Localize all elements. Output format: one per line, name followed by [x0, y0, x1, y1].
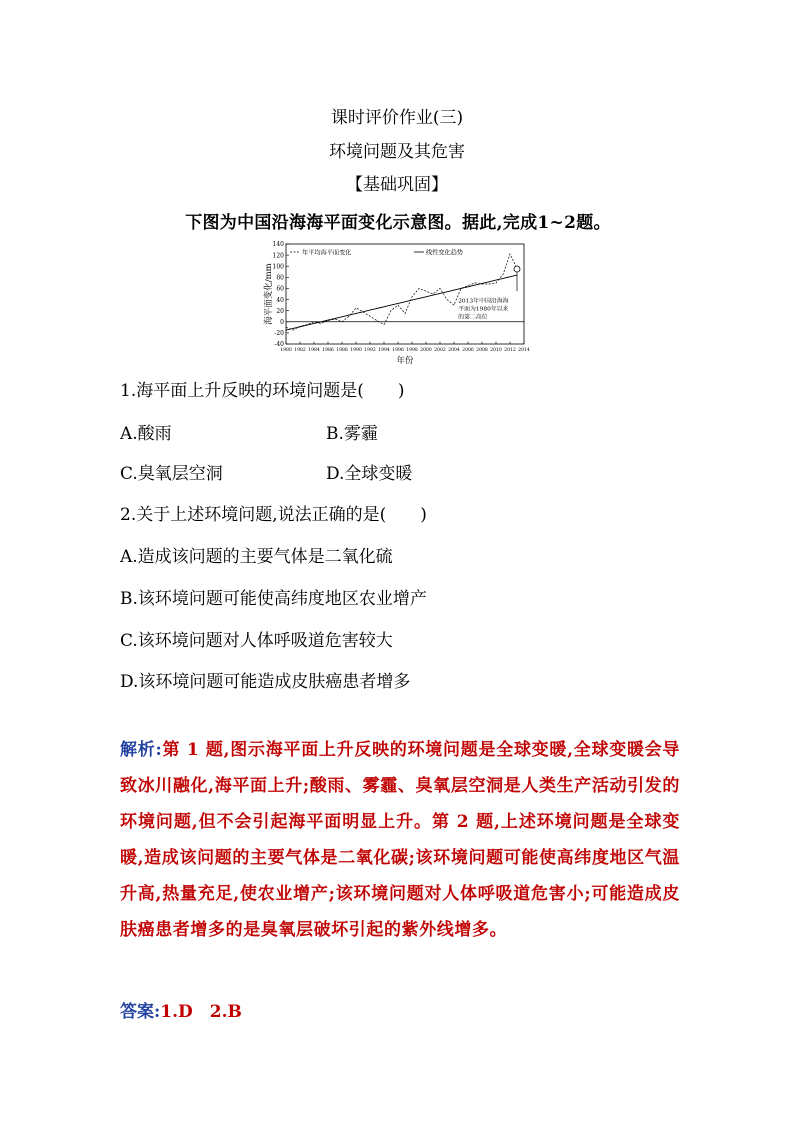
y-tick-label: 20 — [276, 307, 284, 315]
q1-option-d: D.全球变暖 — [326, 464, 413, 484]
x-tick-label: 1994 — [378, 348, 390, 353]
annual-sea-level-point — [314, 321, 315, 322]
x-tick-label: 2012 — [504, 348, 516, 353]
q1-option-b: B.雾霾 — [326, 424, 378, 444]
trend-point — [384, 306, 385, 307]
annual-sea-level-point — [349, 316, 350, 317]
trend-point — [398, 303, 399, 304]
trend-point — [363, 311, 364, 312]
q2-option-d: D.该环境问题可能造成皮肤癌患者增多 — [120, 672, 411, 692]
answer-label: 答案: — [120, 1002, 161, 1022]
annual-sea-level-point — [321, 323, 322, 324]
annual-sea-level-point — [356, 308, 357, 309]
trend-point — [433, 295, 434, 296]
plot-frame — [286, 244, 524, 344]
x-tick-label: 2008 — [476, 348, 488, 353]
annual-sea-level-point — [468, 285, 469, 286]
trend-point — [335, 318, 336, 319]
trend-point — [391, 305, 392, 306]
trend-point — [314, 323, 315, 324]
q2-option-a: A.造成该问题的主要气体是二氧化硫 — [120, 547, 393, 567]
trend-point — [447, 291, 448, 292]
section-heading: 【基础巩固】 — [346, 175, 448, 195]
trend-point — [321, 321, 322, 322]
worksheet-subtitle: 环境问题及其危害 — [329, 142, 465, 162]
x-axis-label: 年份 — [396, 356, 414, 366]
annual-sea-level-point — [293, 330, 294, 331]
legend-label: 年平均海平面变化 — [302, 249, 352, 257]
annual-sea-level-point — [391, 310, 392, 311]
annual-sea-level-point — [440, 288, 441, 289]
analysis-label: 解析: — [120, 740, 163, 760]
y-tick-label: 100 — [272, 263, 284, 271]
trend-point — [370, 310, 371, 311]
worksheet-title: 课时评价作业(三) — [330, 108, 464, 128]
highlight-marker — [514, 266, 520, 272]
trend-point — [510, 276, 511, 277]
y-tick-label: 140 — [272, 241, 284, 249]
annual-sea-level-point — [447, 299, 448, 300]
trend-point — [475, 285, 476, 286]
analysis-block — [120, 732, 680, 948]
answer-text: 1.D 2.B — [160, 1002, 242, 1022]
trend-point — [426, 296, 427, 297]
x-tick-label: 1988 — [336, 348, 348, 353]
annual-sea-level-point — [426, 291, 427, 292]
x-tick-label: 2000 — [420, 348, 432, 353]
annual-sea-level-point — [503, 274, 504, 275]
y-tick-label: -40 — [274, 341, 284, 349]
annotation-text: 2013年中国沿海海 — [458, 298, 509, 305]
q1-option-c: C.臭氧层空洞 — [120, 464, 223, 484]
trend-point — [286, 330, 287, 331]
q1-option-a: A.酸雨 — [120, 424, 172, 444]
annual-sea-level-point — [384, 324, 385, 325]
y-tick-label: 120 — [272, 252, 284, 260]
annual-sea-level-point — [419, 288, 420, 289]
q2-stem: 2.关于上述环境问题,说法正确的是( ) — [120, 505, 427, 525]
x-tick-label: 1996 — [392, 348, 404, 353]
y-tick-label: 60 — [276, 285, 284, 293]
x-tick-label: 1982 — [294, 348, 306, 353]
trend-point — [503, 278, 504, 279]
annual-sea-level-point — [510, 254, 511, 255]
trend-point — [468, 286, 469, 287]
q2-option-c: C.该环境问题对人体呼吸道危害较大 — [120, 631, 393, 651]
trend-point — [342, 316, 343, 317]
x-tick-label: 1998 — [406, 348, 418, 353]
trend-point — [412, 300, 413, 301]
annual-sea-level-point — [286, 327, 287, 328]
annual-sea-level-point — [489, 284, 490, 285]
annotation-text: 平面为1980年以来 — [458, 306, 509, 313]
annual-sea-level-point — [377, 320, 378, 321]
trend-point — [496, 280, 497, 281]
annual-sea-level-point — [496, 283, 497, 284]
x-tick-label: 2002 — [434, 348, 446, 353]
trend-point — [405, 301, 406, 302]
x-tick-label: 1984 — [308, 348, 320, 353]
annual-sea-level-point — [405, 313, 406, 314]
trend-point — [440, 293, 441, 294]
trend-point — [461, 288, 462, 289]
trend-point — [300, 326, 301, 327]
x-tick-label: 2006 — [462, 348, 474, 353]
x-tick-label: 2010 — [490, 348, 502, 353]
q1-stem: 1.海平面上升反映的环境问题是( ) — [120, 381, 405, 401]
annual-sea-level-point — [370, 316, 371, 317]
legend-label: 线性变化趋势 — [426, 249, 464, 257]
y-tick-label: 40 — [276, 296, 284, 304]
y-axis-label: 海平面变化/mm — [264, 263, 274, 325]
sea-level-chart-svg — [262, 238, 532, 366]
annual-sea-level-point — [433, 294, 434, 295]
trend-point — [454, 290, 455, 291]
x-tick-label: 1990 — [350, 348, 362, 353]
annual-sea-level-point — [454, 305, 455, 306]
y-tick-label: 0 — [280, 318, 284, 326]
question-intro: 下图为中国沿海海平面变化示意图。据此,完成1~2题。 — [185, 213, 611, 233]
y-tick-label: 80 — [276, 274, 284, 282]
annual-sea-level-point — [342, 321, 343, 322]
trend-point — [482, 283, 483, 284]
answer-block — [120, 997, 242, 1022]
sea-level-chart — [262, 238, 532, 366]
x-tick-label: 2004 — [448, 348, 460, 353]
trend-point — [328, 320, 329, 321]
trend-point — [293, 328, 294, 329]
annual-sea-level-point — [398, 305, 399, 306]
x-tick-label: 1986 — [322, 348, 334, 353]
trend-point — [377, 308, 378, 309]
annotation-text: 的第二高位 — [458, 314, 488, 321]
q2-option-b: B.该环境问题可能使高纬度地区农业增产 — [120, 589, 427, 609]
x-tick-label: 2014 — [518, 348, 530, 353]
trend-point — [349, 315, 350, 316]
x-tick-label: 1992 — [364, 348, 376, 353]
trend-point — [419, 298, 420, 299]
trend-point — [489, 281, 490, 282]
x-tick-label: 1980 — [280, 348, 292, 353]
annual-sea-level-point — [412, 296, 413, 297]
annual-sea-level-point — [475, 283, 476, 284]
y-tick-label: -20 — [274, 330, 284, 338]
analysis-text: 第 1 题,图示海平面上升反映的环境问题是全球变暖,全球变暖会导致冰川融化,海平面上升;酸雨、雾霾、臭氧层空洞是人类生产活动引发的环境问题,但不会引起海平面明显上升。第 2 题,上述环境问题是全球变暖,造成该问题的主要气体是二氧化碳;该环境问题可能使高纬度地区气温升高,热量充足,使农业增产;该环境问题对人体呼吸道危害小;可能造成皮肤癌患者增多的是臭氧层破坏引起的紫外线增多。 — [120, 740, 681, 940]
trend-point — [356, 313, 357, 314]
trend-point — [307, 325, 308, 326]
